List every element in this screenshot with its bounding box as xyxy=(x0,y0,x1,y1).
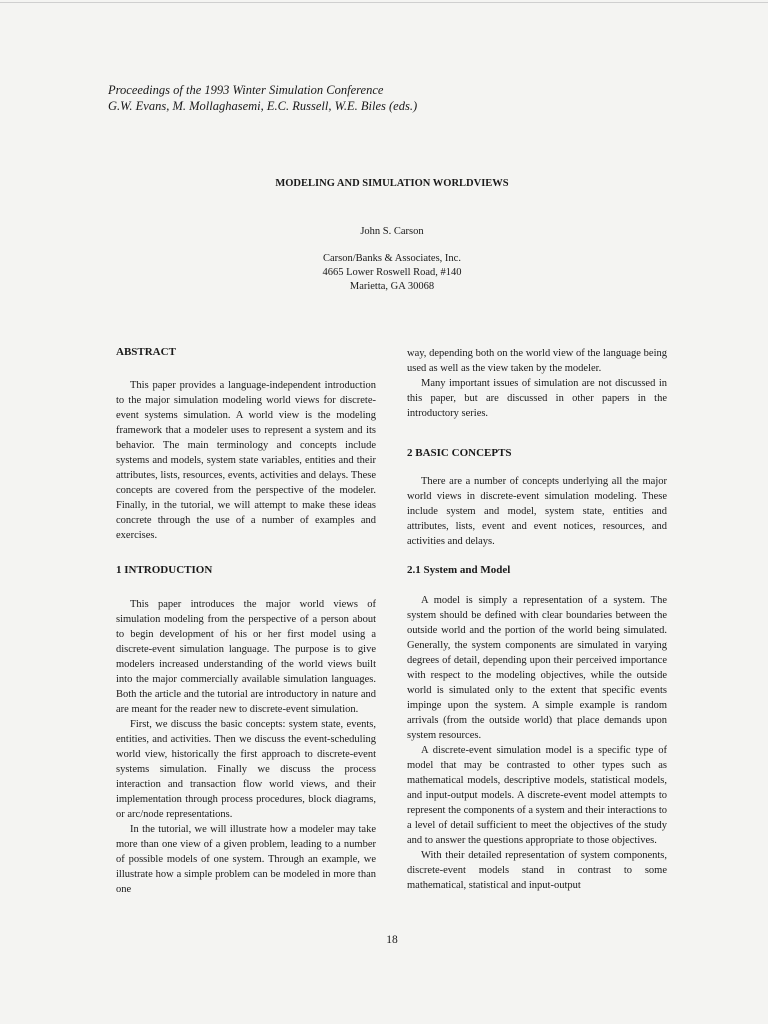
intro-paragraph-4: Many important issues of simulation are not discussed in this paper, but are discussed in other papers in the introductory series. xyxy=(407,378,667,419)
author-name: John S. Carson xyxy=(360,226,424,237)
abstract-heading: ABSTRACT xyxy=(116,346,176,358)
introduction-heading: 1 INTRODUCTION xyxy=(116,564,213,576)
affiliation-line-2: 4665 Lower Roswell Road, #140 xyxy=(322,267,462,278)
intro-paragraph-2: First, we discuss the basic concepts: system state, events, entities, and activities. Then we discuss the event-scheduling world view, historically the first approach to discrete-event systems simulation. Finally we discuss the process interaction and transaction flow world views, and their implementation through process procedures, block diagrams, or arc/node representations. xyxy=(116,719,376,820)
affiliation xyxy=(0,252,768,294)
system-model-body xyxy=(407,593,667,893)
intro-paragraph-3: In the tutorial, we will illustrate how a modeler may take more than one view of a given problem, leading to a number of possible models of one system. Through an example, we illustrate how a simple problem can be modeled in more than one xyxy=(116,824,376,895)
system-model-paragraph-2: A discrete-event simulation model is a specific type of model that may be contrasted to other types such as mathematical models, descriptive models, statistical models, and input-output models. A discrete-event model attempts to represent the components of a system and their interactions to a level of detail sufficient to meet the objectives of the study and to answer the questions appropriate to those objectives. xyxy=(407,745,667,846)
editors-line: G.W. Evans, M. Mollaghasemi, E.C. Russell, W.E. Biles (eds.) xyxy=(108,99,418,113)
basic-concepts-heading: 2 BASIC CONCEPTS xyxy=(407,447,512,459)
intro-body xyxy=(116,597,376,897)
right-top-block xyxy=(407,346,667,421)
basic-concepts-heading-block xyxy=(407,446,667,461)
intro-paragraph-3-continued: way, depending both on the world view of the language being used as well as the view taken by the modeler. xyxy=(407,348,667,374)
system-model-heading: 2.1 System and Model xyxy=(407,564,511,576)
affiliation-line-1: Carson/Banks & Associates, Inc. xyxy=(323,253,461,264)
system-model-heading-block xyxy=(407,563,667,578)
system-model-paragraph-3: With their detailed representation of system components, discrete-event models stand in contrast to some mathematical, statistical and input-output xyxy=(407,850,667,891)
proceedings-header xyxy=(108,82,417,114)
page-number: 18 xyxy=(386,934,398,946)
top-rule xyxy=(0,2,768,3)
system-model-paragraph-1: A model is simply a representation of a system. The system should be defined with clear boundaries between the outside world and the portion of the world being simulated. Generally, the system components are simulated in varying degrees of detail, depending upon their perceived importance with respect to the modeling objectives, while the outside world is simulated only to the extent that specific events impinge upon the system. A simple example is random arrivals (from the outside world) that place demands upon system resources. xyxy=(407,595,667,741)
basic-concepts-paragraph: There are a number of concepts underlying all the major world views in discrete-event simulation modeling. These include system and model, system state, entities and attributes, lists, event and event notices, resources, and activities and delays. xyxy=(407,476,667,547)
intro-heading-block xyxy=(116,563,376,578)
abstract-heading-block xyxy=(116,345,376,360)
basic-concepts-body xyxy=(407,474,667,549)
abstract-block xyxy=(116,378,376,543)
affiliation-line-3: Marietta, GA 30068 xyxy=(349,281,435,292)
abstract-text: This paper provides a language-independent introduction to the major simulation modeling world views for discrete-event systems simulation. A world view is the modeling framework that a modeler uses to represent a system and its behavior. The main terminology and concepts include systems and models, system state variables, entities and their attributes, lists, resources, events, activities and delays. These concepts are covered from the perspective of the modeler. Finally, in the tutorial, we will attempt to make these ideas concrete through the use of a number of examples and exercises. xyxy=(116,380,376,541)
intro-paragraph-1: This paper introduces the major world views of simulation modeling from the perspective of a person about to begin development of his or her first model using a discrete-event simulation language. The purpose is to give modelers increased understanding of the world views built into the major commercially available simulation languages. Both the article and the tutorial are introductory in nature and are meant for the reader new to discrete-event simulation. xyxy=(116,599,376,715)
proceedings-line: Proceedings of the 1993 Winter Simulation Conference xyxy=(108,83,384,97)
paper-title: MODELING AND SIMULATION WORLDVIEWS xyxy=(275,178,509,189)
